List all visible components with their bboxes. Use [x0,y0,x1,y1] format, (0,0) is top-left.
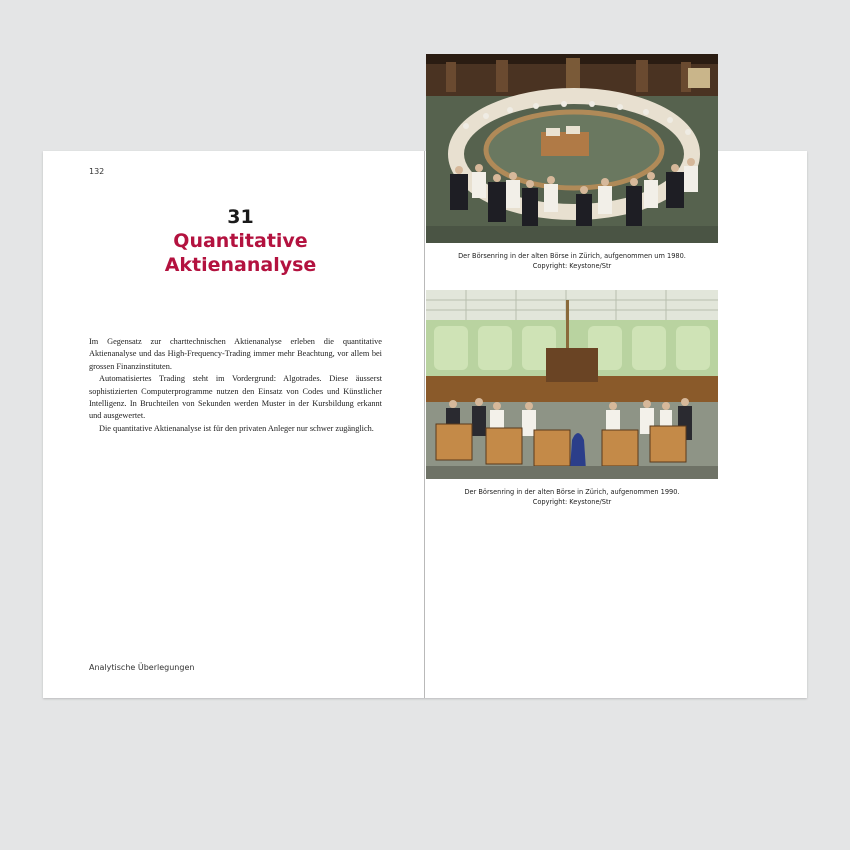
caption-credit: Copyright: Keystone/Str [532,262,612,270]
photo-1-illustration [426,54,718,243]
photo-2-caption [426,487,718,507]
paragraph: Automatisiertes Trading steht im Vordergrund: Algotrades. Diese äusserst sophistizierten Computerprogramme nutzen den Einsatz von Codes und Künstlicher Intelligenz. In Bruchteilen von Sekunden werden Muster in der Kursbildung erkannt und ausgewertet. [89,374,382,421]
photo-2-illustration [426,290,718,479]
chapter-number: 31 [227,206,254,228]
caption-line: Der Börsenring in der alten Börse in Zürich, aufgenommen um 1980. [458,252,686,260]
body-text [89,336,382,435]
photo-trading-ring-1980 [426,54,718,243]
page-number: 132 [89,167,105,176]
photo-trading-ring-1990 [426,290,718,479]
left-page [43,151,425,698]
paragraph: Die quantitative Aktienanalyse ist für den privaten Anleger nur schwer zugänglich. [99,423,374,433]
running-footer: Analytische Überlegungen [89,663,195,672]
chapter-heading [43,205,438,277]
caption-line: Der Börsenring in der alten Börse in Zürich, aufgenommen 1990. [464,488,680,496]
photo-1-caption [426,251,718,271]
paragraph: Im Gegensatz zur charttechnischen Aktienanalyse erleben die quantitative Aktienanalyse und das High-Frequency-Trading immer mehr Beachtung, vor allem bei grossen Finanzinstituten. [89,337,382,371]
caption-credit: Copyright: Keystone/Str [532,498,612,506]
chapter-title-line1: Quantitative [173,230,308,252]
chapter-title-line2: Aktienanalyse [164,254,317,276]
